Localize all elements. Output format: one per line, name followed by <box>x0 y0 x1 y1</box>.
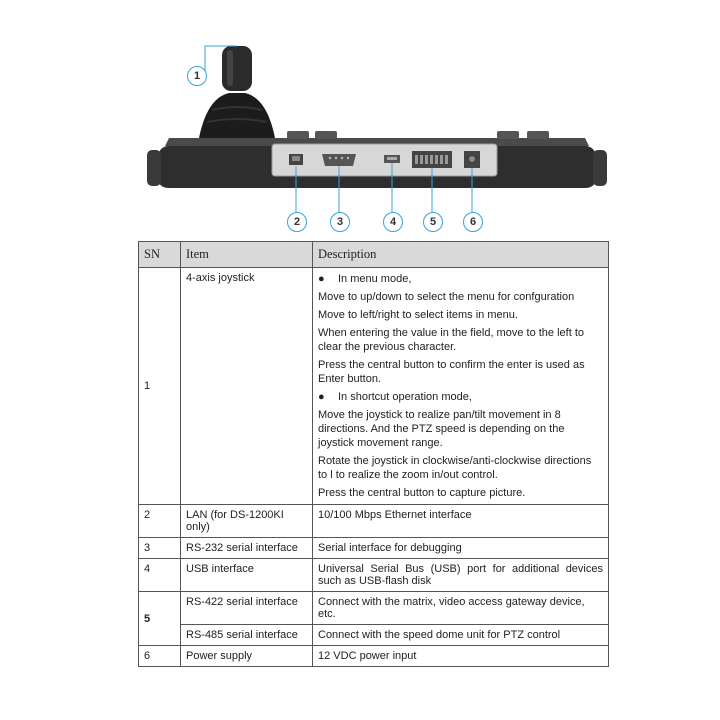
callout-4: 4 <box>383 212 403 232</box>
row-item: Power supply <box>181 646 313 667</box>
interface-description-table <box>138 241 609 667</box>
header-sn: SN <box>139 242 181 268</box>
bullet-line: ● In shortcut operation mode, <box>318 391 472 403</box>
table-row <box>139 268 609 505</box>
header-item: Item <box>181 242 313 268</box>
row-item: LAN (for DS-1200KI only) <box>181 505 313 538</box>
table-row <box>139 592 609 625</box>
rs232-port <box>322 154 356 166</box>
keyboard-rear-panel-figure <box>137 38 607 238</box>
callout-1: 1 <box>187 66 207 86</box>
desc-line: Move the joystick to realize pan/tilt movement in 8 directions. And the PTZ speed is depending on the joystick movement range. <box>318 409 565 449</box>
callout-2: 2 <box>287 212 307 232</box>
row-item: USB interface <box>181 559 313 592</box>
table-header-row <box>139 242 609 268</box>
table-row <box>139 559 609 592</box>
row-description: Connect with the speed dome unit for PTZ control <box>313 625 609 646</box>
callout-3: 3 <box>330 212 350 232</box>
row-sn: 5 <box>139 592 181 646</box>
table-row <box>139 505 609 538</box>
row-item: RS-485 serial interface <box>181 625 313 646</box>
desc-line: When entering the value in the field, move to the left to clear the previous character. <box>318 327 584 353</box>
bullet-line: ● In menu mode, <box>318 273 412 285</box>
row-description: Serial interface for debugging <box>313 538 609 559</box>
row-item: RS-422 serial interface <box>181 592 313 625</box>
table-row <box>139 646 609 667</box>
table-row <box>139 538 609 559</box>
desc-line: Move to left/right to select items in menu. <box>318 309 518 321</box>
row-sn: 2 <box>139 505 181 538</box>
row-sn: 4 <box>139 559 181 592</box>
desc-line: Rotate the joystick in clockwise/anti-clockwise directions to l to realize the zoom in/out control. <box>318 455 592 481</box>
row-description: Connect with the matrix, video access gateway device, etc. <box>313 592 609 625</box>
callout-6: 6 <box>463 212 483 232</box>
desc-line: Move to up/down to select the menu for confguration <box>318 291 575 303</box>
desc-line: Press the central button to confirm the enter is used as Enter button. <box>318 359 585 385</box>
row-description: 12 VDC power input <box>313 646 609 667</box>
row-description: 10/100 Mbps Ethernet interface <box>313 505 609 538</box>
row-item: RS-232 serial interface <box>181 538 313 559</box>
row-description <box>313 268 609 505</box>
keyboard-illustration <box>137 38 607 238</box>
desc-line: Press the central button to capture picture. <box>318 487 526 499</box>
row-sn: 6 <box>139 646 181 667</box>
callout-5: 5 <box>423 212 443 232</box>
row-description: Universal Serial Bus (USB) port for additional devices such as USB-flash disk <box>313 559 609 592</box>
row-item: 4-axis joystick <box>181 268 313 505</box>
joystick-boot <box>199 93 275 138</box>
table-row <box>139 625 609 646</box>
joystick-handle <box>222 46 252 91</box>
header-description: Description <box>313 242 609 268</box>
row-sn: 1 <box>139 268 181 505</box>
row-sn: 3 <box>139 538 181 559</box>
